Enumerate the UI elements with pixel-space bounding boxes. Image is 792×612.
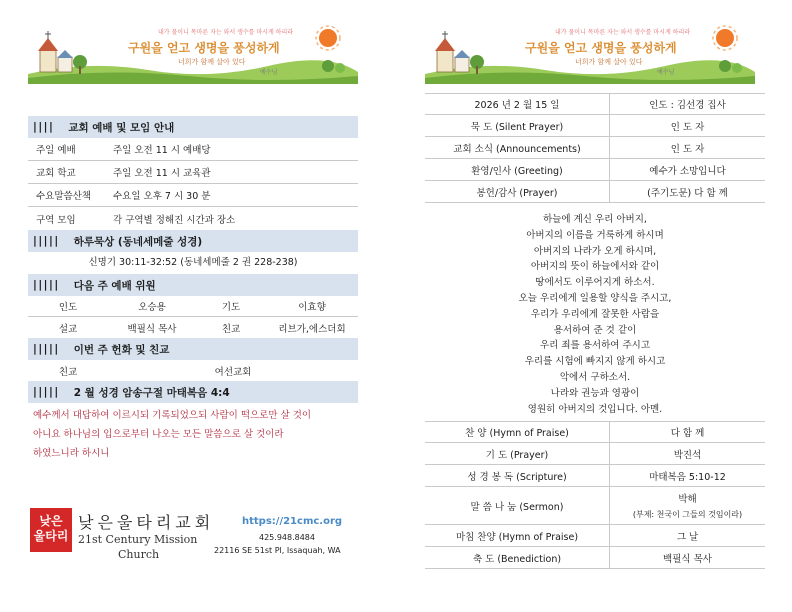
row-value: 인도 : 김선경 집사 xyxy=(649,100,726,111)
sun-icon xyxy=(713,26,737,50)
row-label: 2026 년 2 월 15 일 xyxy=(425,94,610,114)
schedule-label: 교회 학교 xyxy=(36,168,76,179)
worship-header-table xyxy=(425,93,765,203)
row-label: 찬 양 (Hymn of Praise) xyxy=(425,422,610,442)
table-row xyxy=(425,181,765,203)
section-bars: ||||| xyxy=(33,343,60,355)
committee-person: 백필식 목사 xyxy=(127,323,177,335)
schedule-value: 주일 오전 11 시 예배당 xyxy=(113,145,211,156)
header-banner-right xyxy=(425,22,755,84)
prayer-line: 영원히 아버지의 것입니다. 아멘. xyxy=(527,403,663,415)
banner-line3: 너희가 함께 살아 있다 xyxy=(575,58,643,66)
church-address: 22116 SE 51st Pl, Issaquah, WA xyxy=(214,546,341,555)
committee-role: 기도 xyxy=(221,302,241,313)
fellowship-value: 여선교회 xyxy=(214,366,252,378)
table-row xyxy=(425,159,765,181)
committee-role: 친교 xyxy=(221,323,241,335)
table-row xyxy=(425,137,765,159)
church-building-icon xyxy=(38,31,73,72)
row-label: 교회 소식 (Announcements) xyxy=(425,137,610,158)
schedule-row xyxy=(28,207,358,230)
schedule-row xyxy=(28,161,358,184)
committee-role: 인도 xyxy=(58,302,78,313)
banner-line1: 내가 물이니 목마른 자는 와서 생수를 마시게 하리라 xyxy=(158,29,294,36)
left-panel xyxy=(28,116,358,463)
fellowship-label: 친교 xyxy=(58,366,78,378)
verse-line: 하였느니라 하시니 xyxy=(33,448,110,459)
schedule-value: 주일 오전 11 시 교육관 xyxy=(113,168,211,179)
prayer-line: 우리가 우리에게 잘못한 사람을 xyxy=(530,308,660,320)
row-value: 박진석 xyxy=(673,449,702,461)
row-label: 축 도 (Benediction) xyxy=(425,547,610,568)
section-title: 다음 주 예배 위원 xyxy=(73,279,156,292)
committee-row xyxy=(28,296,358,317)
committee-row xyxy=(28,317,358,338)
section-header-meditation xyxy=(28,230,358,252)
section-title: 하루묵상 (동네세메줄 성경) xyxy=(73,235,203,248)
section-header-flowers xyxy=(28,338,358,360)
row-label: 성 경 봉 독 (Scripture) xyxy=(425,465,610,486)
committee-person: 이효향 xyxy=(298,302,326,313)
banner-line2: 구원을 얻고 생명을 풍성하게 xyxy=(128,41,280,55)
section-bars: |||| xyxy=(33,121,55,133)
table-row xyxy=(425,443,765,465)
row-value: 다 함 께 xyxy=(670,428,705,439)
row-value: (주기도문) 다 함 께 xyxy=(647,187,728,199)
church-website-link[interactable]: https://21cmc.org xyxy=(242,516,343,527)
row-value: 예수가 소망입니다 xyxy=(649,165,726,177)
banner-line1: 내가 물이니 목마른 자는 와서 생수를 마시게 하리라 xyxy=(555,29,691,36)
meditation-reference: 신명기 30:11-32:52 (동네세메줄 2 권 228-238) xyxy=(88,257,298,268)
sun-icon xyxy=(316,26,340,50)
table-row xyxy=(425,547,765,569)
section-title: 이번 주 헌화 및 친교 xyxy=(73,343,170,356)
table-row xyxy=(425,487,765,525)
schedule-value: 각 구역별 정해진 시간과 장소 xyxy=(113,214,236,226)
committee-person: 리브가,에스더회 xyxy=(278,323,346,335)
section-bars: ||||| xyxy=(33,279,60,291)
row-value: 인 도 자 xyxy=(670,121,705,133)
row-label: 마침 찬양 (Hymn of Praise) xyxy=(425,525,610,546)
row-label: 기 도 (Prayer) xyxy=(425,443,610,464)
verse-line: 예수께서 대답하여 이르시되 기록되었으되 사람이 떡으로만 살 것이 xyxy=(33,410,312,421)
table-row xyxy=(425,93,765,115)
section-header-worship xyxy=(28,116,358,138)
fellowship-row xyxy=(28,360,358,381)
prayer-line: 하늘에 계신 우리 아버지, xyxy=(543,214,647,225)
schedule-label: 주일 예배 xyxy=(36,145,76,156)
row-label: 묵 도 (Silent Prayer) xyxy=(425,115,610,136)
verse-line: 아니요 하나님의 입으로부터 나오는 모든 말씀으로 살 것이라 xyxy=(33,429,284,440)
prayer-line: 악에서 구하소서. xyxy=(559,371,631,383)
section-bars: ||||| xyxy=(33,386,60,398)
logo-line: 울타리 xyxy=(33,529,69,543)
row-value: 마태복음 5:10-12 xyxy=(649,471,726,483)
row-value: 백필식 목사 xyxy=(663,553,712,565)
logo-line: 낮은 xyxy=(39,514,63,528)
table-row xyxy=(425,115,765,137)
lords-prayer xyxy=(425,212,765,417)
church-building-icon xyxy=(435,31,470,72)
section-header-memory-verse xyxy=(28,381,358,403)
row-label: 말 씀 나 눔 (Sermon) xyxy=(425,487,610,524)
church-name-korean: 낮은울타리교회 xyxy=(78,513,215,532)
banner-sign: 예수님 xyxy=(260,69,278,76)
memory-verse xyxy=(28,403,358,463)
banner-sign: 예수님 xyxy=(657,69,675,76)
row-value: 인 도 자 xyxy=(670,143,705,155)
committee-person: 오승용 xyxy=(138,302,166,313)
section-bars: ||||| xyxy=(33,235,60,247)
prayer-line: 아버지의 이름을 거룩하게 하시며 xyxy=(526,229,664,241)
prayer-line: 용서하여 준 것 같이 xyxy=(553,324,637,336)
schedule-label: 구역 모임 xyxy=(36,214,76,226)
section-header-committee xyxy=(28,274,358,296)
table-row xyxy=(425,421,765,443)
church-phone: 425.948.8484 xyxy=(259,533,315,542)
schedule-label: 수요말씀산책 xyxy=(36,191,92,202)
header-banner-left xyxy=(28,22,358,84)
church-name-english-2: Church xyxy=(118,548,160,561)
prayer-line: 땅에서도 이루어지게 하소서. xyxy=(535,277,655,289)
row-label: 환영/인사 (Greeting) xyxy=(425,159,610,180)
sermon-subtitle: (부제: 천국이 그들의 것임이라) xyxy=(632,510,743,519)
schedule-row xyxy=(28,138,358,161)
prayer-line: 우리 죄를 용서하여 주시고 xyxy=(539,340,650,352)
row-value xyxy=(610,491,765,520)
row-label: 봉헌/감사 (Prayer) xyxy=(425,181,610,202)
schedule-row xyxy=(28,184,358,207)
sermon-title: 박해 xyxy=(678,494,697,505)
banner-line2: 구원을 얻고 생명을 풍성하게 xyxy=(525,41,677,55)
prayer-line: 오늘 우리에게 일용할 양식을 주시고, xyxy=(518,292,672,304)
table-row xyxy=(425,525,765,547)
committee-role: 설교 xyxy=(58,323,78,335)
order-of-worship-table xyxy=(425,421,765,569)
prayer-line: 아버지의 나라가 오게 하시며, xyxy=(533,245,657,257)
prayer-line: 아버지의 뜻이 하늘에서와 같이 xyxy=(530,261,660,273)
schedule-value: 수요일 오후 7 시 30 분 xyxy=(113,191,211,202)
church-logo xyxy=(30,508,72,552)
prayer-line: 나라와 권능과 영광이 xyxy=(550,387,640,399)
section-title: 2 월 성경 암송구절 마태복음 4:4 xyxy=(73,386,230,399)
section-title: 교회 예배 및 모임 안내 xyxy=(68,121,175,134)
row-value: 그 날 xyxy=(676,531,699,543)
prayer-line: 우리를 시험에 빠지지 않게 하시고 xyxy=(524,356,666,368)
banner-line3: 너희가 함께 살아 있다 xyxy=(178,58,246,66)
church-name-english: 21st Century Mission xyxy=(78,533,198,546)
table-row xyxy=(425,465,765,487)
